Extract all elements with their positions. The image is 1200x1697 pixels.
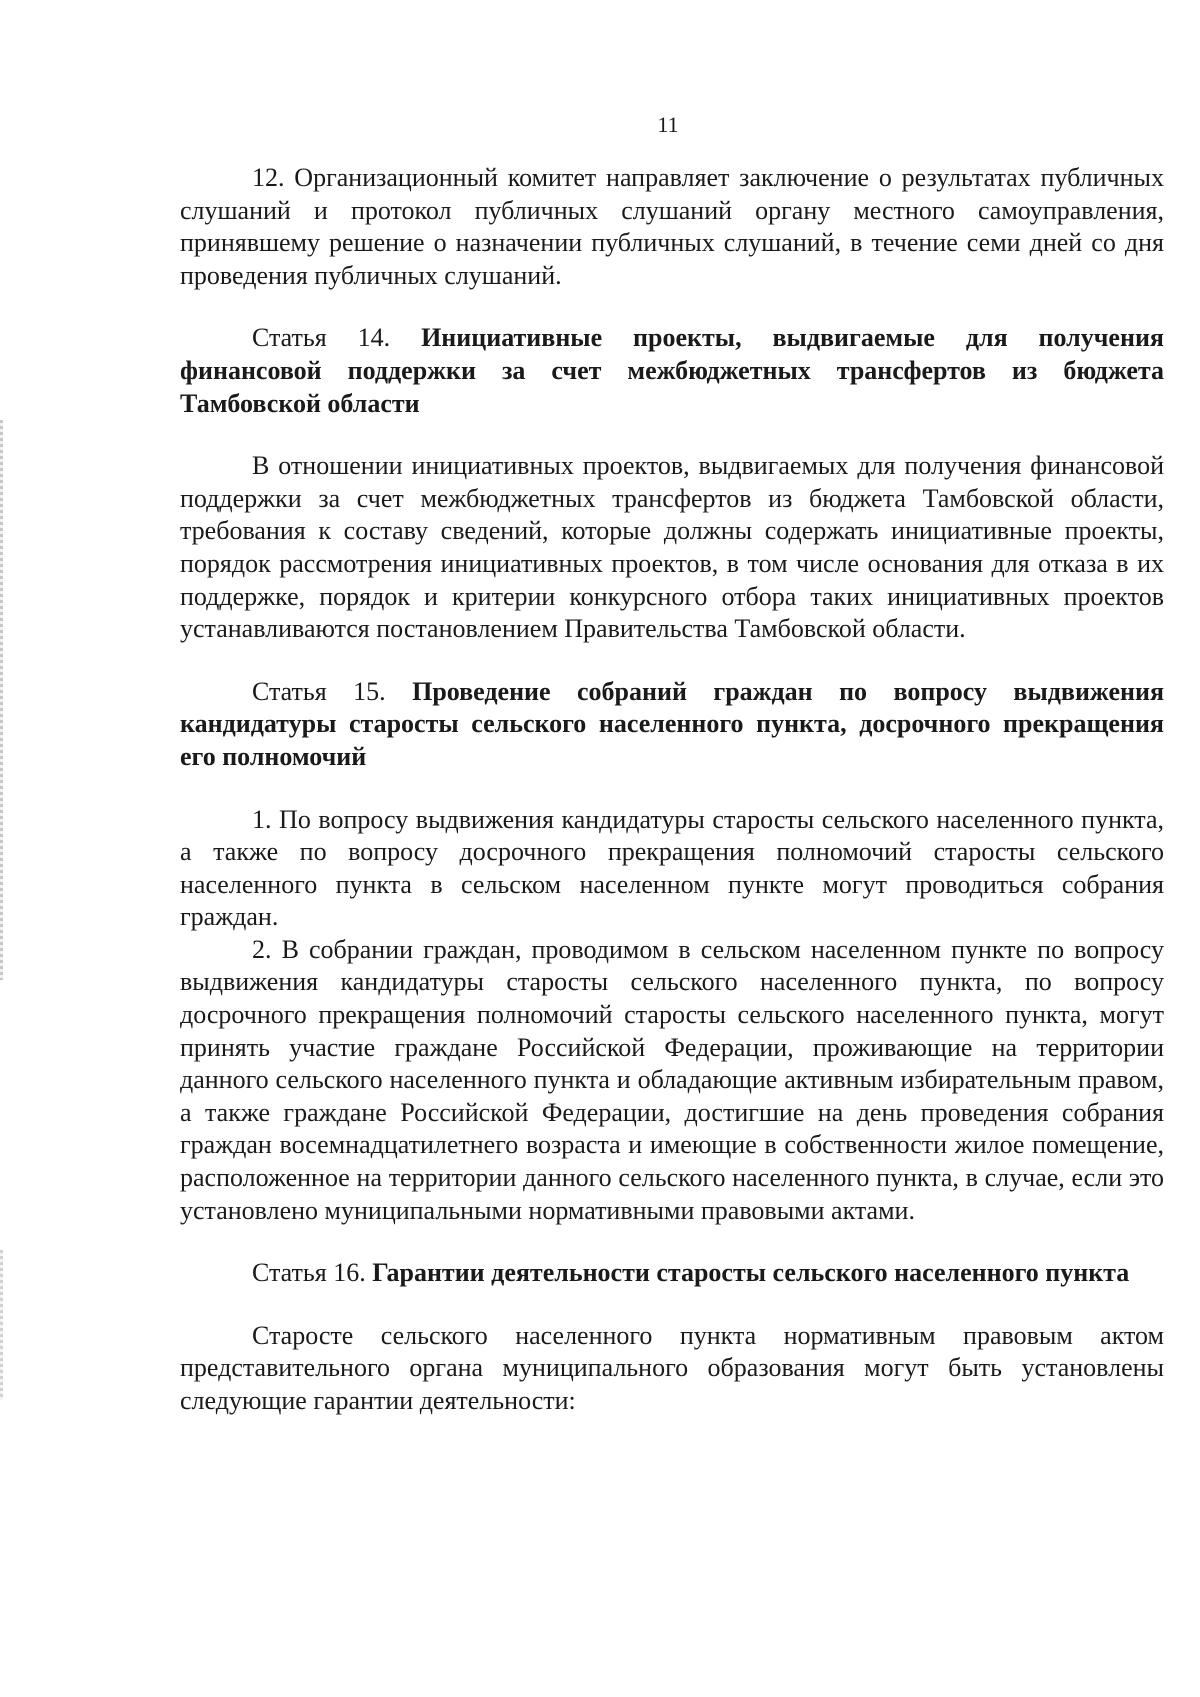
article-title: Проведение собраний граждан по вопросу выдвижения кандидатуры старосты сельского населенного пункта, досрочного прекращения его полномочий xyxy=(180,676,1165,771)
article-label: Статья 14. xyxy=(252,323,391,353)
article-title: Инициативные проекты, выдвигаемые для получения финансовой поддержки за счет межбюджетных трансфертов из бюджета Тамбовской области xyxy=(180,323,1164,418)
article-16-paragraph: Старосте сельского населенного пункта нормативным правовым актом представительного органа муниципального образования могут быть установлены следующие гарантии деятельности: xyxy=(180,1320,1164,1415)
article-14-heading xyxy=(180,322,1164,420)
article-14-paragraph: В отношении инициативных проектов, выдвигаемых для получения финансовой поддержки за счет межбюджетных трансфертов из бюджета Тамбовской области, требования к составу сведений, которые должны содержать инициативные проекты, порядок рассмотрения инициативных проектов, в том числе основания для отказа в их поддержке, порядок и критерии конкурсного отбора таких инициативных проектов устанавливаются постановлением Правительства Тамбовской области. xyxy=(180,451,1164,644)
paragraph-12: 12. Организационный комитет направляет заключение о результатах публичных слушаний и протокол публичных слушаний органу местного самоуправления, принявшему решение о назначении публичных слушаний, в течение семи дней со дня проведения публичных слушаний. xyxy=(180,163,1164,290)
article-15-item-2: 2. В собрании граждан, проводимом в сельском населенном пункте по вопросу выдвижения кандидатуры старосты сельского населенного пункта, по вопросу досрочного прекращения полномочий старосты сельского населенного пункта, могут принять участие граждане Российской Федерации, проживающие на территории данного сельского населенного пункта и обладающие активным избирательным правом, а также граждане Российской Федерации, достигшие на день проведения собрания граждан восемнадцатилетнего возраста и имеющие в собственности жилое помещение, расположенное на территории данного сельского населенного пункта, в случае, если это установлено муниципальными нормативными правовыми актами. xyxy=(180,934,1164,1225)
article-15-heading xyxy=(180,676,1164,774)
article-16-heading xyxy=(180,1257,1164,1290)
page-number: 11 xyxy=(657,112,679,137)
article-label: Статья 15. xyxy=(252,676,386,706)
article-label: Статья 16. xyxy=(252,1258,366,1288)
article-15-item-1: 1. По вопросу выдвижения кандидатуры старосты сельского населенного пункта, а также по вопросу досрочного прекращения полномочий старосты сельского населенного пункта в сельском населенном пункте могут проводиться собрания граждан. xyxy=(180,804,1164,932)
document-body xyxy=(180,162,1164,1418)
scan-edge-artifact xyxy=(0,420,3,980)
article-title: Гарантии деятельности старосты сельского населенного пункта xyxy=(372,1258,1130,1288)
scan-edge-artifact xyxy=(0,1250,3,1400)
